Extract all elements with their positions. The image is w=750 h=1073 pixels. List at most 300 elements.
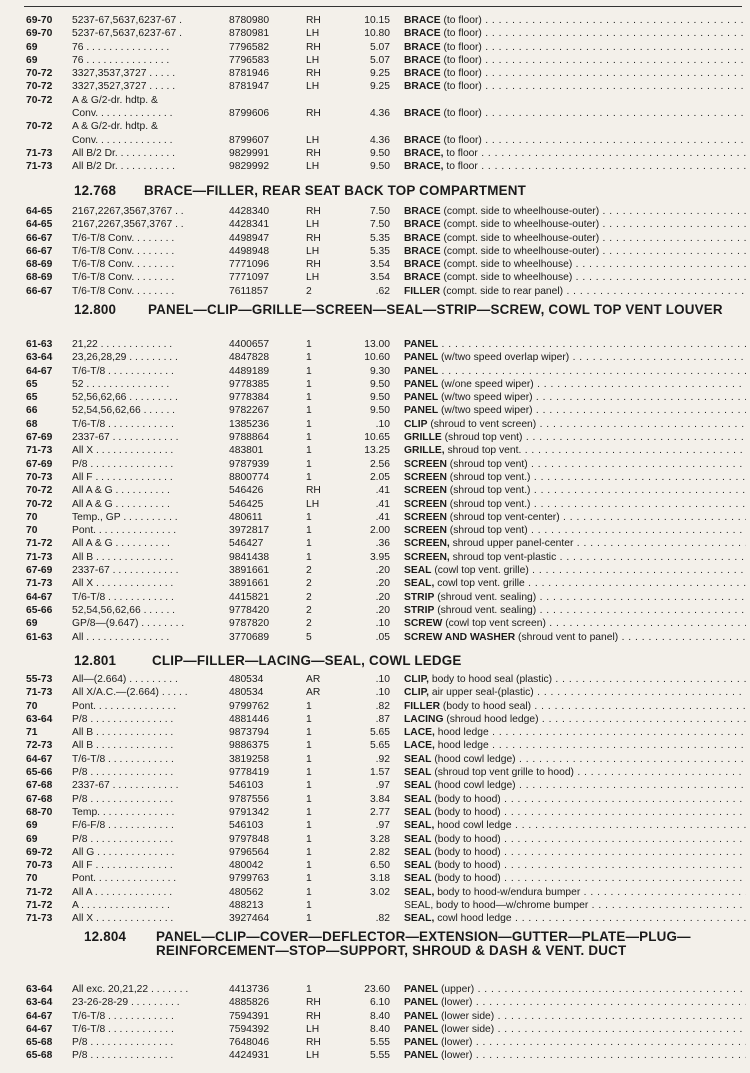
quantity-cell: 2 [306, 618, 312, 630]
price-cell: 9.50 [369, 161, 390, 173]
part-name: SEAL [404, 846, 432, 858]
year-cell: 70-72 [26, 498, 53, 510]
part-detail: (shroud top vent.) [446, 485, 531, 497]
description-cell [404, 498, 746, 511]
part-number-cell: 9778385 [229, 378, 270, 390]
description-cell [404, 686, 746, 699]
description-cell [404, 1010, 746, 1023]
part-name: SCREEN, [404, 551, 450, 563]
part-name: PANEL [404, 1023, 439, 1035]
description-cell [404, 404, 746, 417]
description-cell [404, 511, 746, 524]
part-number-cell: 9841438 [229, 551, 270, 563]
model-cell: All B . . . . . . . . . . . . . . [72, 740, 174, 752]
year-cell: 69-70 [26, 15, 53, 26]
quantity-cell: 1 [306, 511, 312, 523]
part-detail: (shroud top vent) [441, 432, 523, 444]
part-number-cell: 9796564 [229, 846, 270, 858]
table-row [0, 378, 750, 391]
price-cell: 10.60 [364, 352, 390, 364]
quantity-cell: 1 [306, 846, 312, 858]
part-name: SEAL [404, 767, 432, 779]
year-cell: 68 [26, 418, 38, 430]
price-cell: .41 [375, 511, 390, 523]
quantity-cell: RH [306, 15, 321, 26]
table-row [0, 1010, 750, 1023]
table-row [0, 511, 750, 524]
table-row [0, 779, 750, 792]
table-row [0, 27, 750, 40]
part-number-cell: 7594391 [229, 1010, 270, 1022]
price-cell: .97 [375, 820, 390, 832]
description-cell [404, 806, 746, 819]
year-cell: 70-73 [26, 860, 53, 872]
part-detail: (compt. side to wheelhouse) [440, 272, 573, 284]
model-cell: T/6-T/8 Conv. . . . . . . . [72, 259, 175, 271]
part-name: BRACE [404, 108, 441, 120]
part-number-cell: 546425 [229, 498, 264, 510]
part-number-cell: 4428341 [229, 219, 270, 231]
price-cell: 5.65 [369, 727, 390, 739]
table-row [0, 806, 750, 819]
model-cell: 52,54,56,62,66 . . . . . . [72, 405, 176, 417]
model-cell: P/8 . . . . . . . . . . . . . . . [72, 793, 174, 805]
description-cell [404, 431, 746, 444]
price-cell: 7.50 [369, 219, 390, 231]
model-cell: All B/2 Dr. . . . . . . . . . . [72, 147, 175, 159]
part-name: SEAL [404, 833, 432, 845]
description-cell [404, 458, 746, 471]
model-cell: T/6-T/8 Conv. . . . . . . . [72, 285, 175, 297]
part-name: CLIP, [404, 674, 429, 685]
description-cell [404, 983, 746, 996]
description-cell [404, 471, 746, 484]
part-name: BRACE [404, 15, 441, 26]
part-number-cell: 546103 [229, 820, 264, 832]
part-name: BRACE [404, 245, 441, 257]
quantity-cell: 5 [306, 631, 312, 643]
description-cell [404, 859, 746, 872]
price-cell: .10 [375, 418, 390, 430]
year-cell: 70 [26, 511, 38, 523]
table-row [0, 107, 750, 120]
part-detail: (compt. side to wheelhouse-outer) [440, 206, 600, 217]
year-cell: 67-69 [26, 565, 53, 577]
part-number-cell: 4413736 [229, 984, 270, 995]
year-cell: 66-67 [26, 285, 53, 297]
part-number-cell: 3770689 [229, 631, 270, 643]
year-cell: 70-72 [26, 68, 53, 80]
year-cell: 69-70 [26, 28, 53, 40]
quantity-cell: AR [306, 687, 321, 699]
part-number-cell: 9886375 [229, 740, 270, 752]
part-number-cell: 4498947 [229, 232, 270, 244]
part-detail: to floor [443, 161, 478, 173]
part-number-cell: 546427 [229, 538, 264, 550]
part-name: PANEL [404, 1050, 439, 1062]
part-number-cell: 9787556 [229, 793, 270, 805]
model-cell: A & G/2-dr. hdtp. & [72, 121, 158, 133]
part-detail: shroud top vent-plastic [449, 551, 557, 563]
part-name: SCREEN [404, 471, 447, 483]
description-cell [404, 551, 746, 564]
part-detail: (shroud vent. sealing) [434, 604, 537, 616]
part-number-cell: 480611 [229, 511, 263, 523]
description-cell [404, 444, 746, 457]
part-detail: (body to hood) [431, 873, 501, 885]
price-cell: 9.50 [369, 378, 390, 390]
part-name: SCREEN [404, 485, 447, 497]
quantity-cell: LH [306, 272, 320, 284]
parts-group-12800 [0, 338, 750, 644]
year-cell: 71-73 [26, 913, 53, 925]
table-row [0, 726, 750, 739]
table-row [0, 80, 750, 93]
year-cell: 67-69 [26, 432, 53, 444]
year-cell: 71-73 [26, 578, 53, 590]
part-name: BRACE [404, 134, 441, 146]
year-cell: 63-64 [26, 352, 53, 364]
description-cell [404, 391, 746, 404]
table-row [0, 365, 750, 378]
table-row [0, 686, 750, 699]
table-row [0, 94, 750, 107]
model-cell: T/6-T/8 . . . . . . . . . . . . [72, 418, 174, 430]
part-number-cell: 9778420 [229, 604, 270, 616]
year-cell: 72-73 [26, 740, 53, 752]
part-number-cell: 7771096 [229, 259, 270, 271]
year-cell: 69 [26, 820, 38, 832]
part-detail: (upper) [438, 984, 475, 995]
price-cell: .10 [375, 618, 390, 630]
part-number-cell: 480534 [229, 687, 264, 699]
table-row [0, 833, 750, 846]
part-name: LACE, [404, 740, 435, 752]
price-cell: 3.18 [369, 873, 390, 885]
model-cell: 23-26-28-29 . . . . . . . . . [72, 997, 180, 1009]
section-number: 12.768 [74, 183, 117, 198]
part-name: SCREEN [404, 511, 447, 523]
model-cell: 52,54,56,62,66 . . . . . . [72, 604, 176, 616]
part-detail: (w/two speed wiper) [438, 405, 533, 417]
model-cell: P/8 . . . . . . . . . . . . . . . [72, 833, 174, 845]
model-cell: P/8 . . . . . . . . . . . . . . . [72, 1037, 174, 1049]
table-row [0, 996, 750, 1009]
quantity-cell: RH [306, 1037, 321, 1049]
price-cell: 5.35 [369, 232, 390, 244]
table-row [0, 617, 750, 630]
part-name: SEAL, [404, 913, 435, 925]
year-cell: 71-72 [26, 900, 53, 912]
year-cell: 65 [26, 378, 38, 390]
quantity-cell: 1 [306, 405, 312, 417]
table-row [0, 524, 750, 537]
parts-group-brace-floor [0, 14, 750, 174]
description-cell [404, 872, 746, 885]
price-cell: 2.77 [369, 806, 390, 818]
year-cell: 63-64 [26, 997, 53, 1009]
quantity-cell: 2 [306, 565, 312, 577]
model-cell: All X . . . . . . . . . . . . . . [72, 578, 174, 590]
price-cell: 9.25 [369, 81, 390, 93]
section-number: 12.801 [74, 653, 117, 668]
price-cell: 9.50 [369, 405, 390, 417]
table-row [0, 793, 750, 806]
table-row [0, 1023, 750, 1036]
price-cell: 10.15 [364, 15, 390, 26]
description-cell [404, 819, 746, 832]
description-cell [404, 886, 746, 899]
part-name: SEAL [404, 873, 432, 885]
model-cell: All G . . . . . . . . . . . . . . [72, 846, 175, 858]
part-number-cell: 9778419 [229, 767, 270, 779]
table-row [0, 886, 750, 899]
year-cell: 65-66 [26, 767, 53, 779]
part-number-cell: 9873794 [229, 727, 270, 739]
table-row [0, 245, 750, 258]
part-detail: (to floor) [440, 134, 482, 146]
part-number-cell: 4400657 [229, 339, 270, 350]
part-name: PANEL [404, 339, 439, 350]
part-detail: (hood cowl ledge) [431, 753, 516, 765]
table-row [0, 537, 750, 550]
quantity-cell: RH [306, 206, 321, 217]
part-number-cell: 3819258 [229, 753, 270, 765]
price-cell: 3.54 [369, 259, 390, 271]
description-cell [404, 673, 746, 686]
model-cell: Conv. . . . . . . . . . . . . . [72, 108, 173, 120]
year-cell: 71 [26, 727, 38, 739]
part-name: BRACE [404, 41, 441, 53]
table-row [0, 160, 750, 173]
model-cell: 21,22 . . . . . . . . . . . . . [72, 339, 173, 350]
quantity-cell: LH [306, 219, 320, 231]
price-cell: 7.50 [369, 206, 390, 217]
quantity-cell: 1 [306, 873, 312, 885]
description-cell [404, 232, 746, 245]
quantity-cell: 1 [306, 352, 312, 364]
quantity-cell: 1 [306, 833, 312, 845]
part-name: BRACE [404, 232, 441, 244]
model-cell: All . . . . . . . . . . . . . . . [72, 631, 170, 643]
part-name: STRIP [404, 591, 435, 603]
part-name: FILLER [404, 700, 441, 712]
description-cell [404, 205, 746, 218]
description-cell [404, 766, 746, 779]
part-detail: (w/one speed wiper) [438, 378, 534, 390]
quantity-cell: 1 [306, 713, 312, 725]
year-cell: 71-73 [26, 687, 53, 699]
part-number-cell: 4847828 [229, 352, 270, 364]
part-detail: (body to hood) [431, 833, 501, 845]
year-cell: 63-64 [26, 984, 53, 995]
year-cell: 71-73 [26, 147, 53, 159]
table-row [0, 859, 750, 872]
table-row [0, 1036, 750, 1049]
part-detail: cowl top vent. grille [434, 578, 525, 590]
description-cell [404, 631, 746, 644]
year-cell: 69 [26, 41, 38, 53]
table-row [0, 700, 750, 713]
part-number-cell: 7611857 [229, 285, 269, 297]
year-cell: 68-69 [26, 259, 53, 271]
description-cell [404, 846, 746, 859]
part-detail: (shroud top vent.) [446, 498, 531, 510]
part-name: LACE, [404, 727, 435, 739]
description-cell [404, 365, 746, 378]
part-number-cell: 9787939 [229, 458, 270, 470]
year-cell: 69-72 [26, 846, 53, 858]
part-name: BRACE [404, 259, 441, 271]
model-cell: T/6-T/8 . . . . . . . . . . . . [72, 591, 174, 603]
table-row [0, 134, 750, 147]
part-number-cell: 8799606 [229, 108, 270, 120]
description-cell [404, 591, 746, 604]
quantity-cell: 1 [306, 900, 312, 912]
model-cell: All B . . . . . . . . . . . . . . [72, 551, 174, 563]
year-cell: 65-66 [26, 604, 53, 616]
table-row [0, 147, 750, 160]
table-row [0, 458, 750, 471]
part-name: PANEL [404, 1037, 439, 1049]
model-cell: T/6-T/8 Conv. . . . . . . . [72, 245, 175, 257]
table-row [0, 819, 750, 832]
model-cell: All B . . . . . . . . . . . . . . [72, 727, 174, 739]
model-cell: P/8 . . . . . . . . . . . . . . . [72, 713, 174, 725]
top-rule [24, 6, 742, 7]
table-row [0, 631, 750, 644]
price-cell: .20 [375, 604, 390, 616]
quantity-cell: LH [306, 81, 320, 93]
quantity-cell: 1 [306, 538, 312, 550]
quantity-cell: LH [306, 161, 320, 173]
year-cell: 69 [26, 833, 38, 845]
description-cell [404, 793, 746, 806]
quantity-cell: 1 [306, 445, 312, 457]
part-number-cell: 483801 [229, 445, 264, 457]
part-detail: (to floor) [440, 68, 482, 80]
description-cell [404, 1036, 746, 1049]
quantity-cell: 1 [306, 339, 312, 350]
price-cell: 1.57 [369, 767, 390, 779]
description-cell [404, 14, 746, 27]
year-cell: 65 [26, 392, 38, 404]
model-cell: All—(2.664) . . . . . . . . . [72, 674, 178, 685]
part-name: PANEL [404, 997, 439, 1009]
part-number-cell: 480534 [229, 674, 264, 685]
part-detail: (shroud vent to panel) [515, 631, 619, 643]
year-cell: 70 [26, 873, 38, 885]
price-cell: 2.00 [369, 525, 390, 537]
table-row [0, 872, 750, 885]
table-row [0, 54, 750, 67]
model-cell: A . . . . . . . . . . . . . . . . [72, 900, 170, 912]
part-detail: (shroud top vent-center) [446, 511, 560, 523]
section-number: 12.804 [84, 929, 127, 944]
quantity-cell: RH [306, 41, 321, 53]
description-cell [404, 80, 746, 93]
description-cell [404, 779, 746, 792]
part-detail: shroud top vent. [444, 445, 522, 457]
part-detail: body to hood-w/endura bumper [434, 886, 581, 898]
quantity-cell: 1 [306, 458, 312, 470]
part-name: PANEL [404, 405, 439, 417]
part-number-cell: 8781947 [229, 81, 270, 93]
part-number-cell: 9799762 [229, 700, 270, 712]
model-cell: 2337-67 . . . . . . . . . . . . [72, 780, 179, 792]
part-number-cell: 9788864 [229, 432, 270, 444]
price-cell: 6.50 [369, 860, 390, 872]
quantity-cell: LH [306, 1050, 320, 1062]
part-number-cell: 1385236 [229, 418, 270, 430]
quantity-cell: 1 [306, 793, 312, 805]
quantity-cell: 1 [306, 551, 312, 563]
price-cell: .97 [375, 780, 390, 792]
description-cell [404, 537, 746, 550]
price-cell: .20 [375, 591, 390, 603]
model-cell: F/6-F/8 . . . . . . . . . . . . [72, 820, 174, 832]
part-detail: SEAL, body to hood—w/chrome bumper [404, 900, 589, 912]
part-number-cell: 9782267 [229, 405, 270, 417]
year-cell: 67-69 [26, 458, 53, 470]
part-detail: (compt. side to wheelhouse-outer) [440, 219, 600, 231]
part-number-cell: 3927464 [229, 913, 270, 925]
part-name: SEAL [404, 860, 432, 872]
quantity-cell: 1 [306, 432, 312, 444]
year-cell: 69 [26, 618, 38, 630]
model-cell: Conv. . . . . . . . . . . . . . [72, 134, 173, 146]
table-row [0, 41, 750, 54]
table-row [0, 739, 750, 752]
part-number-cell: 9829992 [229, 161, 270, 173]
year-cell: 67-68 [26, 780, 53, 792]
table-row [0, 351, 750, 364]
model-cell: P/8 . . . . . . . . . . . . . . . [72, 767, 174, 779]
parts-group-12804 [0, 983, 750, 1063]
part-detail: (body to hood) [431, 793, 501, 805]
description-cell [404, 41, 746, 54]
quantity-cell: RH [306, 1010, 321, 1022]
model-cell: All X . . . . . . . . . . . . . . [72, 913, 174, 925]
description-cell [404, 1023, 746, 1036]
part-name: SEAL, [404, 578, 435, 590]
quantity-cell: 2 [306, 604, 312, 616]
model-cell: 3327,3527,3727 . . . . . [72, 81, 176, 93]
price-cell: 9.50 [369, 147, 390, 159]
part-number-cell: 4428340 [229, 206, 270, 217]
year-cell: 61-63 [26, 339, 53, 350]
description-cell [404, 107, 746, 120]
table-row [0, 766, 750, 779]
part-name: BRACE [404, 54, 441, 66]
part-detail: (to floor) [440, 28, 482, 40]
part-detail: (shroud hood ledge) [443, 713, 539, 725]
quantity-cell: RH [306, 259, 321, 271]
description-cell [404, 378, 746, 391]
year-cell: 71-73 [26, 551, 53, 563]
quantity-cell: RH [306, 108, 321, 120]
model-cell: All F . . . . . . . . . . . . . . [72, 471, 173, 483]
part-name: PANEL [404, 378, 439, 390]
price-cell: 13.00 [364, 339, 390, 350]
table-row [0, 912, 750, 925]
part-name: BRACE [404, 272, 441, 284]
price-cell: 6.10 [369, 997, 390, 1009]
description-cell [404, 564, 746, 577]
price-cell: .41 [375, 498, 390, 510]
description-cell [404, 418, 746, 431]
table-row [0, 338, 750, 351]
